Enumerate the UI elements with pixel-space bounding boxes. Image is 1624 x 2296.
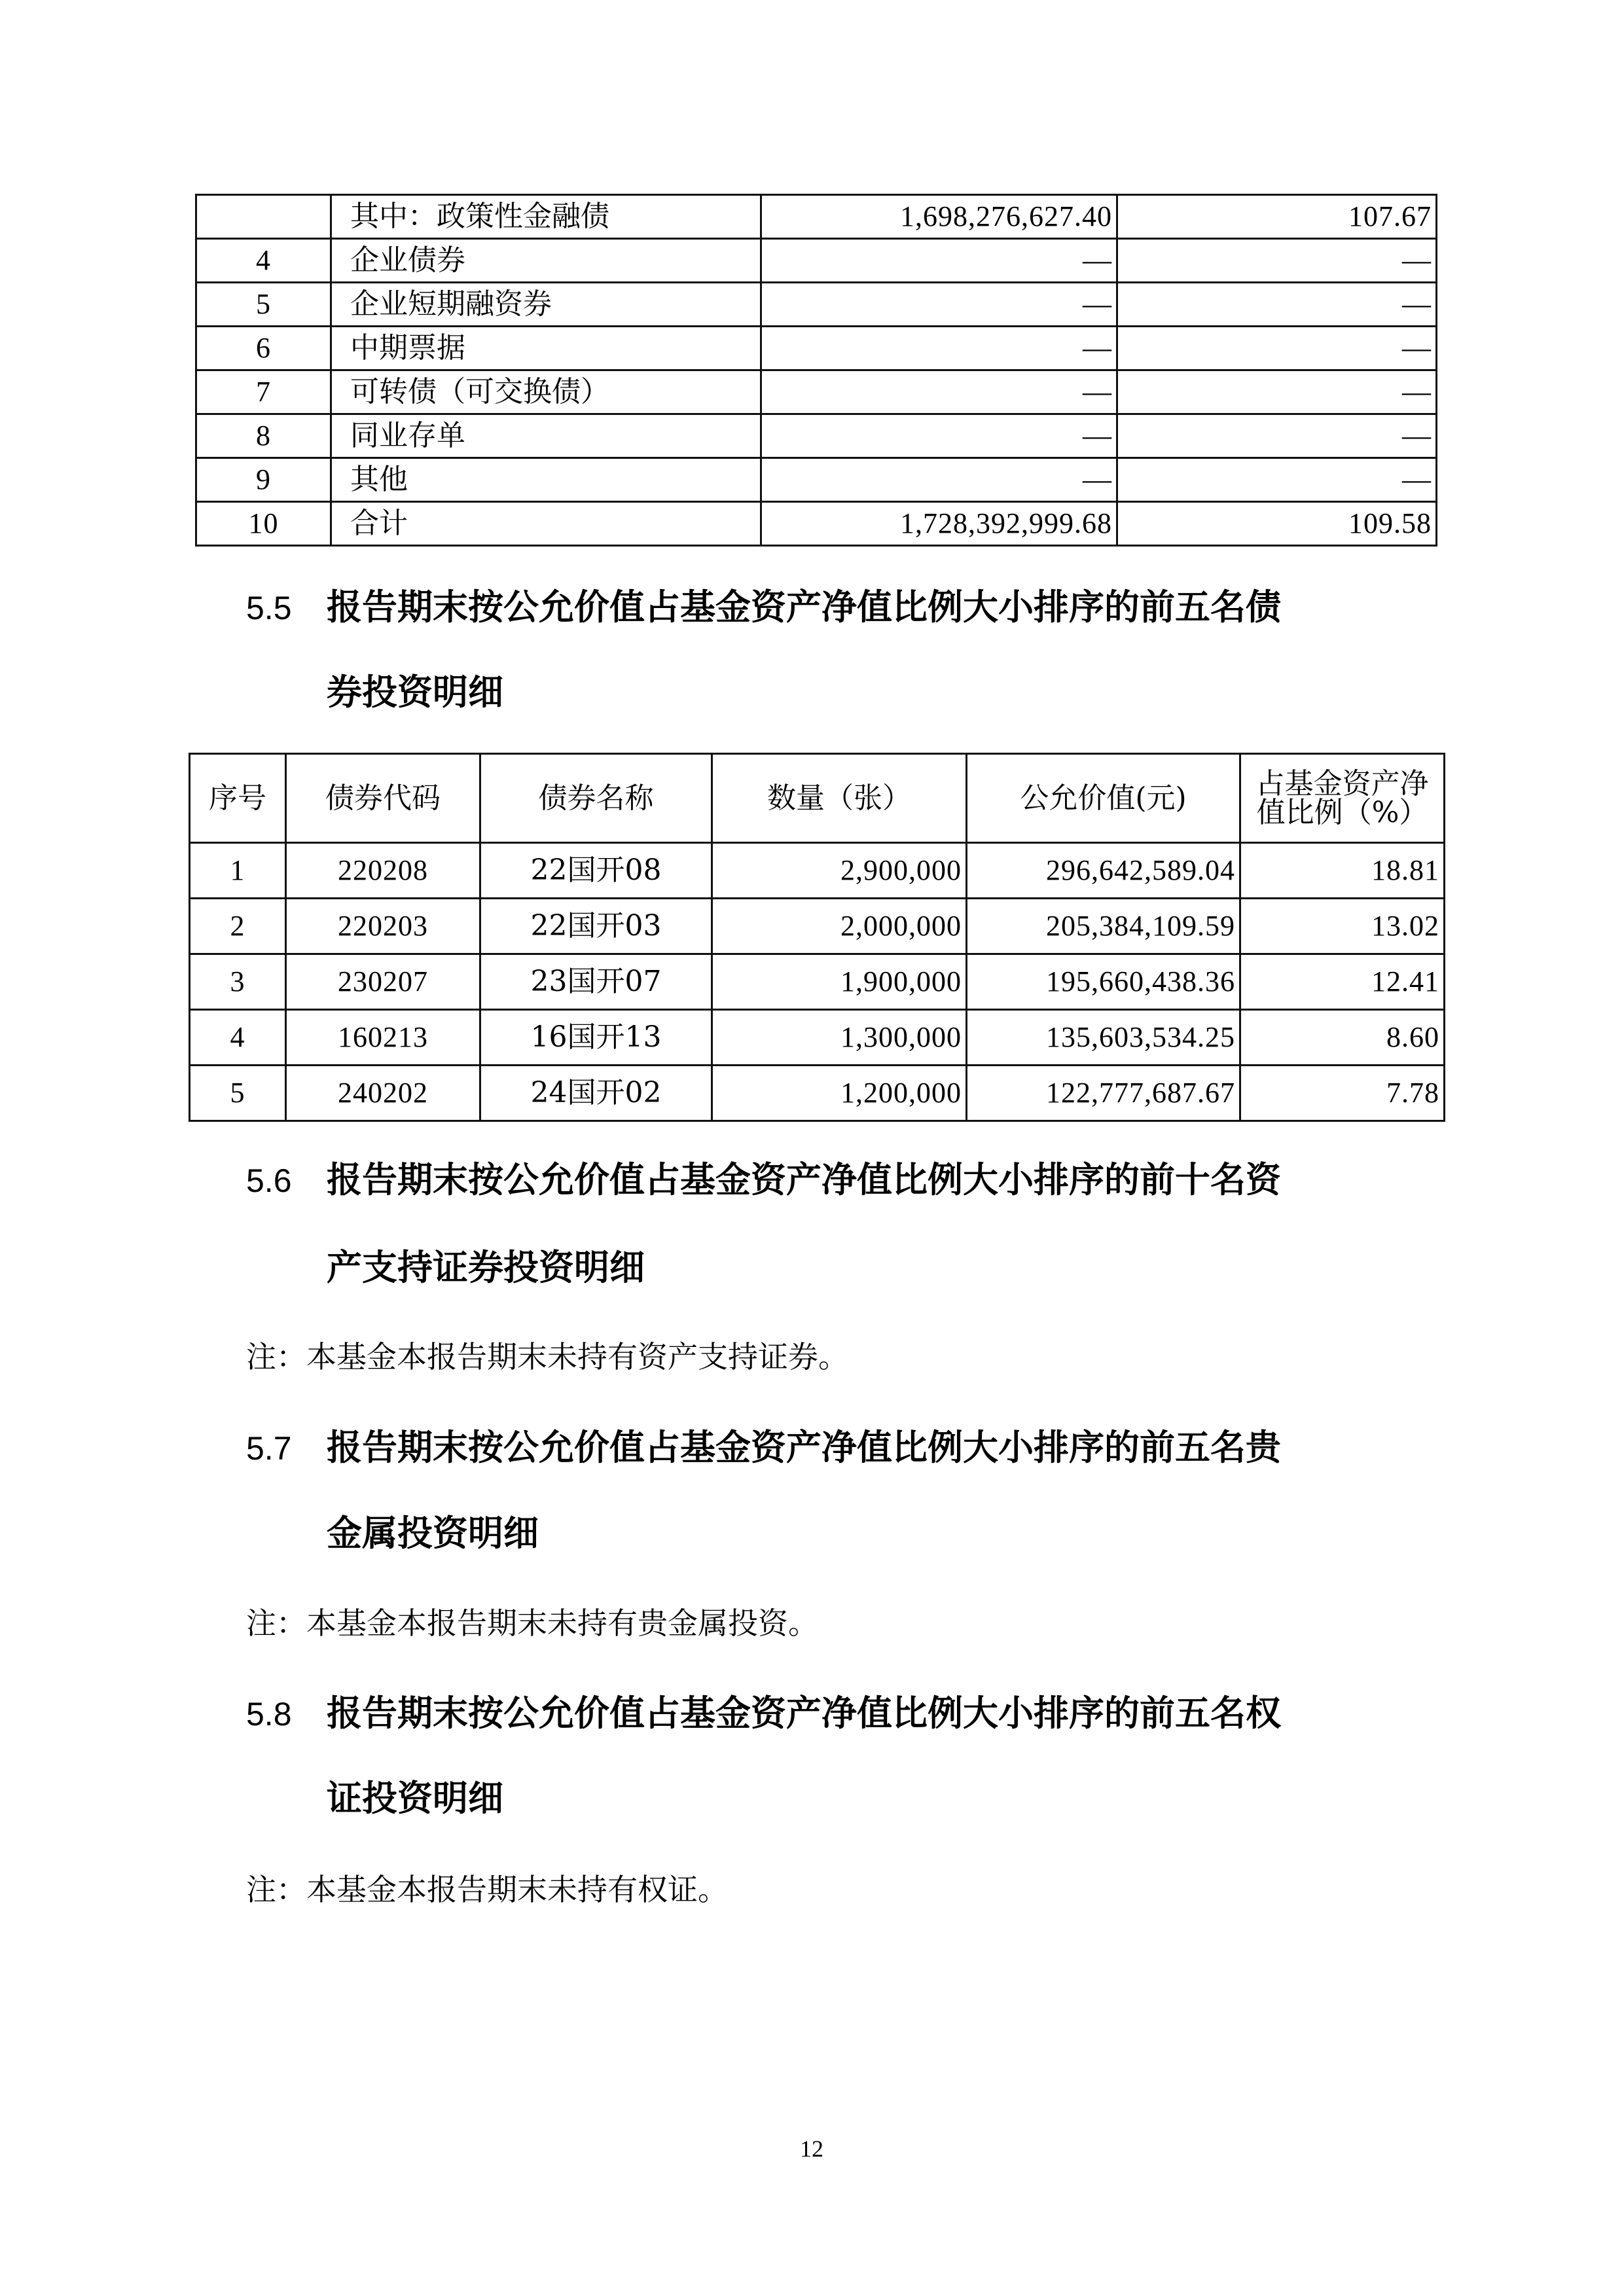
section-5-8-note: 注：本基金本报告期末未持有权证。 (246, 1872, 728, 1907)
bond-name: 22国开03 (480, 899, 712, 954)
bond-code: 240202 (286, 1066, 480, 1121)
table-row (190, 954, 1445, 1010)
row-ratio: — (1117, 327, 1437, 370)
table-row (196, 458, 1437, 502)
row-number: 7 (196, 370, 331, 414)
header-code: 债券代码 (286, 754, 480, 843)
bond-fair-value: 135,603,534.25 (967, 1010, 1240, 1066)
section-5-7-heading (246, 1427, 1281, 1468)
row-number: 5 (196, 283, 331, 327)
header-ratio (1240, 754, 1445, 843)
bond-code: 220208 (286, 843, 480, 899)
bond-code: 220203 (286, 899, 480, 954)
table-row (190, 899, 1445, 954)
table-row-total (196, 502, 1437, 546)
section-number: 5.6 (246, 1162, 292, 1199)
table-row (196, 414, 1437, 458)
row-number (196, 195, 331, 239)
row-fair-value: — (761, 458, 1117, 502)
page-number: 12 (800, 2136, 823, 2162)
top-bonds-table (189, 753, 1445, 1122)
table-row (196, 283, 1437, 327)
row-number: 1 (190, 843, 286, 899)
row-item: 可转债（可交换债） (331, 370, 761, 414)
table-row (190, 843, 1445, 899)
section-5-8-heading-line2: 证投资明细 (327, 1778, 503, 1819)
section-5-6-heading-line2: 产支持证券投资明细 (327, 1247, 645, 1288)
bond-ratio: 12.41 (1240, 954, 1445, 1010)
section-title: 报告期末按公允价值占基金资产净值比例大小排序的前五名贵 (327, 1427, 1281, 1468)
table-row (190, 1066, 1445, 1121)
section-5-6-note: 注：本基金本报告期末未持有资产支持证券。 (246, 1339, 848, 1374)
bond-quantity: 2,000,000 (712, 899, 967, 954)
row-ratio: 109.58 (1117, 502, 1437, 546)
row-item: 其中：政策性金融债 (331, 195, 761, 239)
bond-ratio: 13.02 (1240, 899, 1445, 954)
row-ratio: 107.67 (1117, 195, 1437, 239)
header-fair-value: 公允价值(元) (967, 754, 1240, 843)
row-ratio: — (1117, 458, 1437, 502)
bond-name: 24国开02 (480, 1066, 712, 1121)
row-item: 同业存单 (331, 414, 761, 458)
row-number: 5 (190, 1066, 286, 1121)
bond-code: 160213 (286, 1010, 480, 1066)
bond-quantity: 1,200,000 (712, 1066, 967, 1121)
bond-quantity: 2,900,000 (712, 843, 967, 899)
row-fair-value: — (761, 283, 1117, 327)
bond-fair-value: 205,384,109.59 (967, 899, 1240, 954)
section-number: 5.8 (246, 1696, 292, 1732)
section-5-7-note: 注：本基金本报告期末未持有贵金属投资。 (246, 1605, 818, 1641)
row-number: 9 (196, 458, 331, 502)
section-5-8-heading (246, 1693, 1281, 1734)
section-title: 报告期末按公允价值占基金资产净值比例大小排序的前十名资 (327, 1159, 1281, 1200)
table-header-row (190, 754, 1445, 843)
bond-ratio: 8.60 (1240, 1010, 1445, 1066)
row-number: 8 (196, 414, 331, 458)
row-number: 4 (196, 239, 331, 283)
section-number: 5.5 (246, 590, 292, 626)
bond-type-table (195, 194, 1437, 547)
bond-fair-value: 195,660,438.36 (967, 954, 1240, 1010)
section-5-7-heading-line2: 金属投资明细 (327, 1513, 539, 1554)
row-item: 企业短期融资券 (331, 283, 761, 327)
row-item: 中期票据 (331, 327, 761, 370)
section-title: 报告期末按公允价值占基金资产净值比例大小排序的前五名债 (327, 586, 1281, 628)
row-fair-value: 1,698,276,627.40 (761, 195, 1117, 239)
section-number: 5.7 (246, 1430, 292, 1467)
table-row (196, 195, 1437, 239)
section-5-5-heading (246, 586, 1281, 628)
bond-name: 23国开07 (480, 954, 712, 1010)
row-fair-value: 1,728,392,999.68 (761, 502, 1117, 546)
row-number: 6 (196, 327, 331, 370)
row-number: 2 (190, 899, 286, 954)
header-ratio-line2: 值比例（%） (1256, 795, 1428, 829)
row-item: 企业债券 (331, 239, 761, 283)
table-row (196, 327, 1437, 370)
bond-quantity: 1,300,000 (712, 1010, 967, 1066)
bond-fair-value: 296,642,589.04 (967, 843, 1240, 899)
section-title: 报告期末按公允价值占基金资产净值比例大小排序的前五名权 (327, 1693, 1281, 1734)
row-fair-value: — (761, 327, 1117, 370)
header-no: 序号 (190, 754, 286, 843)
row-ratio: — (1117, 370, 1437, 414)
bond-quantity: 1,900,000 (712, 954, 967, 1010)
bond-ratio: 7.78 (1240, 1066, 1445, 1121)
header-quantity: 数量（张） (712, 754, 967, 843)
row-fair-value: — (761, 239, 1117, 283)
section-5-6-heading (246, 1159, 1281, 1200)
table-row (196, 370, 1437, 414)
row-number: 3 (190, 954, 286, 1010)
bond-fair-value: 122,777,687.67 (967, 1066, 1240, 1121)
table-row (196, 239, 1437, 283)
row-item: 合计 (331, 502, 761, 546)
row-fair-value: — (761, 414, 1117, 458)
row-item: 其他 (331, 458, 761, 502)
table-row (190, 1010, 1445, 1066)
row-number: 4 (190, 1010, 286, 1066)
header-name: 债券名称 (480, 754, 712, 843)
bond-code: 230207 (286, 954, 480, 1010)
row-ratio: — (1117, 239, 1437, 283)
bond-ratio: 18.81 (1240, 843, 1445, 899)
row-fair-value: — (761, 370, 1117, 414)
row-number: 10 (196, 502, 331, 546)
row-ratio: — (1117, 414, 1437, 458)
section-5-5-heading-line2: 券投资明细 (327, 672, 503, 713)
row-ratio: — (1117, 283, 1437, 327)
bond-name: 16国开13 (480, 1010, 712, 1066)
bond-name: 22国开08 (480, 843, 712, 899)
header-ratio-line1: 占基金资产净 (1255, 766, 1429, 800)
